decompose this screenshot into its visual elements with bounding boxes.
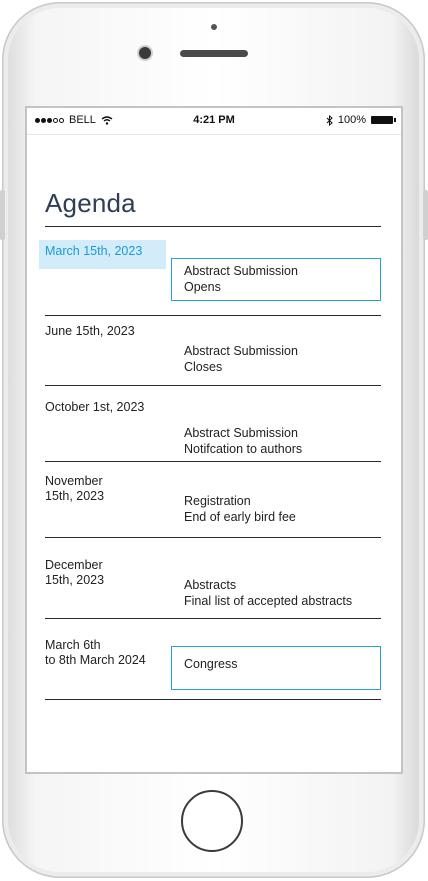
agenda-description bbox=[184, 426, 302, 457]
title-divider bbox=[45, 226, 381, 227]
status-bar bbox=[27, 108, 401, 135]
front-camera-icon bbox=[139, 47, 151, 59]
agenda-date bbox=[45, 558, 104, 588]
agenda-divider bbox=[45, 699, 381, 700]
agenda-subtitle: Opens bbox=[184, 279, 221, 294]
agenda-description bbox=[184, 657, 238, 673]
agenda-description bbox=[184, 344, 298, 375]
agenda-date-line: 15th, 2023 bbox=[45, 573, 105, 587]
agenda-date: March 15th, 2023 bbox=[39, 240, 166, 269]
agenda-date-line: to 8th March 2024 bbox=[45, 653, 146, 667]
bluetooth-icon bbox=[326, 115, 333, 126]
carrier-label: BELL bbox=[69, 114, 96, 126]
agenda-subtitle: Notifcation to authors bbox=[184, 441, 303, 456]
agenda-date-line: March 6th bbox=[45, 638, 101, 652]
volume-button bbox=[0, 190, 5, 240]
agenda-subtitle: Closes bbox=[184, 359, 223, 374]
agenda-subtitle: Final list of accepted abstracts bbox=[184, 593, 353, 608]
agenda-date-line: November bbox=[45, 474, 103, 488]
agenda-date bbox=[45, 474, 104, 504]
agenda-title: Abstract Submission bbox=[184, 426, 298, 440]
agenda-title: Congress bbox=[184, 657, 238, 671]
screen bbox=[25, 106, 403, 774]
agenda-title: Abstract Submission bbox=[184, 264, 298, 278]
agenda-date bbox=[45, 638, 146, 668]
agenda-divider bbox=[45, 315, 381, 316]
agenda-title: Registration bbox=[184, 494, 251, 508]
agenda-subtitle: End of early bird fee bbox=[184, 509, 296, 524]
earpiece-speaker bbox=[180, 50, 248, 57]
agenda-divider bbox=[45, 461, 381, 462]
status-right bbox=[326, 114, 393, 126]
agenda-description bbox=[184, 264, 298, 295]
agenda-date: June 15th, 2023 bbox=[45, 324, 135, 338]
agenda-divider bbox=[45, 385, 381, 386]
agenda-description bbox=[184, 494, 296, 525]
page-title: Agenda bbox=[45, 188, 136, 218]
battery-percent: 100% bbox=[337, 114, 366, 126]
agenda-date-line: 15th, 2023 bbox=[45, 489, 105, 503]
proximity-sensor bbox=[211, 24, 217, 30]
agenda-description bbox=[184, 578, 352, 609]
agenda-date-line: December bbox=[45, 558, 103, 572]
clock: 4:21 PM bbox=[193, 114, 235, 126]
agenda-divider bbox=[45, 618, 381, 619]
agenda-title: Abstracts bbox=[184, 578, 237, 592]
battery-icon bbox=[371, 116, 393, 124]
agenda-divider bbox=[45, 537, 381, 538]
power-button bbox=[423, 190, 428, 240]
home-button[interactable] bbox=[181, 790, 243, 852]
agenda-date: October 1st, 2023 bbox=[45, 400, 145, 414]
agenda-title: Abstract Submission bbox=[184, 344, 298, 358]
